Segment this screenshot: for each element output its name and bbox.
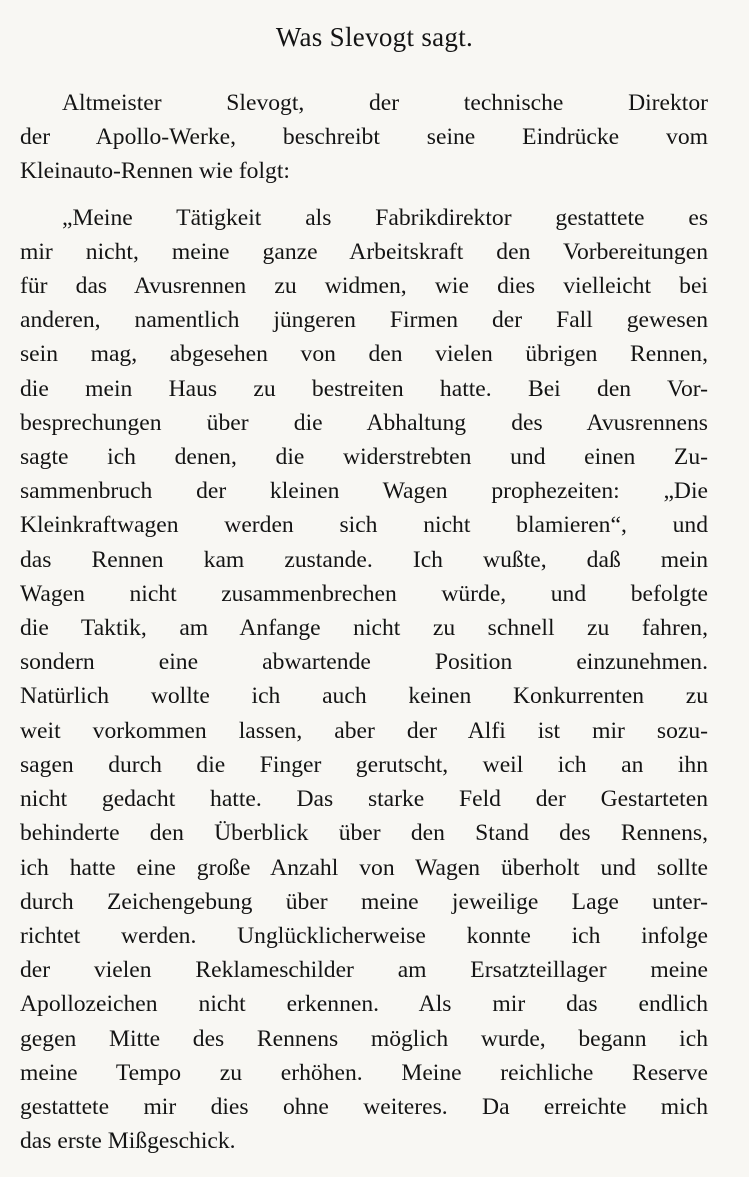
quote-line: besprechungen über die Abhaltung des Avusrennens	[20, 410, 708, 436]
quote-line: sondern eine abwartende Position einzunehmen.	[20, 649, 708, 675]
quote-line: „Meine Tätigkeit als Fabrikdirektor gestattete es	[62, 205, 708, 231]
quote-line: weit vorkommen lassen, aber der Alfi ist mir sozu-	[20, 718, 708, 744]
quote-line: Wagen nicht zusammenbrechen würde, und befolgte	[20, 581, 708, 607]
quote-line: richtet werden. Unglücklicherweise konnte ich infolge	[20, 923, 708, 949]
quote-line: mir nicht, meine ganze Arbeitskraft den Vorbereitungen	[20, 239, 708, 265]
quote-line: sammenbruch der kleinen Wagen prophezeiten: „Die	[20, 478, 708, 504]
quote-line: sein mag, abgesehen von den vielen übrigen Rennen,	[20, 341, 708, 367]
quote-line: anderen, namentlich jüngeren Firmen der Fall gewesen	[20, 307, 708, 333]
article-title: Was Slevogt sagt.	[275, 22, 474, 52]
quote-line: sagen durch die Finger gerutscht, weil ich an ihn	[20, 752, 708, 778]
quote-line: die Taktik, am Anfange nicht zu schnell zu fahren,	[20, 615, 708, 641]
intro-line: der Apollo-Werke, beschreibt seine Eindrücke vom	[20, 124, 708, 150]
quote-line: sagte ich denen, die widerstrebten und einen Zu-	[20, 444, 708, 470]
quote-line: ich hatte eine große Anzahl von Wagen überholt und sollte	[20, 855, 708, 881]
quote-line: Apollozeichen nicht erkennen. Als mir das endlich	[20, 991, 708, 1017]
quote-line: Kleinkraftwagen werden sich nicht blamieren“, und	[20, 512, 708, 538]
quote-line: behinderte den Überblick über den Stand des Rennens,	[20, 820, 708, 846]
intro-line: Kleinauto-Rennen wie folgt:	[20, 158, 290, 184]
quote-line: durch Zeichengebung über meine jeweilige Lage unter-	[20, 889, 708, 915]
intro-line: Altmeister Slevogt, der technische Direktor	[62, 90, 708, 116]
quote-line: das erste Mißgeschick.	[20, 1128, 236, 1154]
quote-line: nicht gedacht hatte. Das starke Feld der Gestarteten	[20, 786, 708, 812]
quote-line: gegen Mitte des Rennens möglich wurde, begann ich	[20, 1026, 708, 1052]
quote-line: gestattete mir dies ohne weiteres. Da erreichte mich	[20, 1094, 708, 1120]
quote-line: meine Tempo zu erhöhen. Meine reichliche Reserve	[20, 1060, 708, 1086]
quote-line: der vielen Reklameschilder am Ersatzteillager meine	[20, 957, 708, 983]
quote-line: Natürlich wollte ich auch keinen Konkurrenten zu	[20, 683, 708, 709]
quote-line: die mein Haus zu bestreiten hatte. Bei den Vor-	[20, 376, 708, 402]
quote-line: das Rennen kam zustande. Ich wußte, daß mein	[20, 547, 708, 573]
quote-line: für das Avusrennen zu widmen, wie dies vielleicht bei	[20, 273, 708, 299]
